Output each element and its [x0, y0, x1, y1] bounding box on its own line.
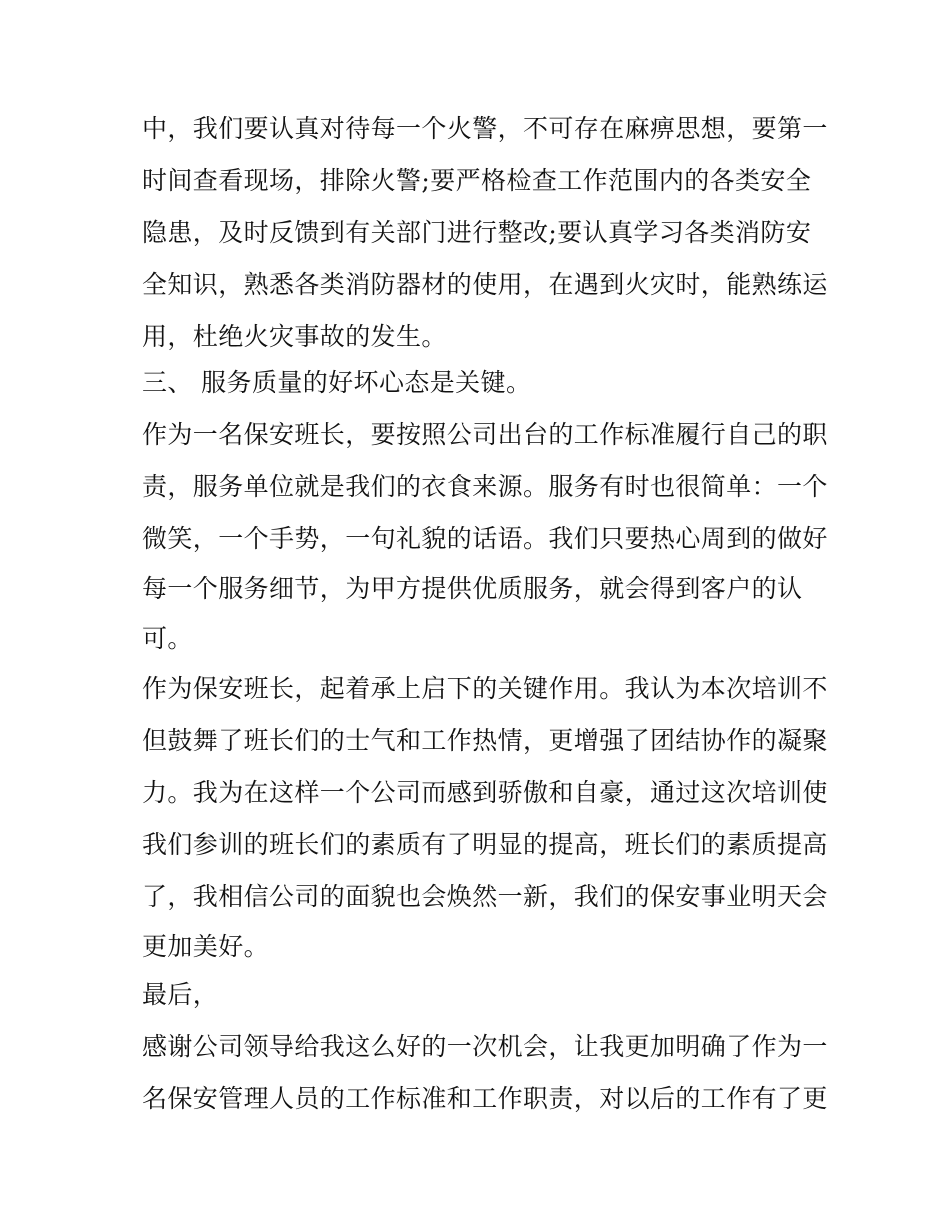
- text-line: 感谢公司领导给我这么好的一次机会，让我更加明确了作为一: [142, 1032, 828, 1061]
- text-line: 更加美好。: [142, 932, 270, 961]
- text-line: 最后，: [142, 980, 219, 1009]
- text-line: 了，我相信公司的面貌也会焕然一新，我们的保安事业明天会: [142, 882, 828, 911]
- text-line: 名保安管理人员的工作标准和工作职责，对以后的工作有了更: [142, 1084, 828, 1113]
- text-line: 但鼓舞了班长们的士气和工作热情，更增强了团结协作的凝聚: [142, 726, 828, 755]
- text-line: 作为一名保安班长，要按照公司出台的工作标准履行自己的职: [142, 420, 828, 449]
- text-line: 每一个服务细节，为甲方提供优质服务，就会得到客户的认: [142, 574, 803, 603]
- text-line: 用，杜绝火灾事故的发生。: [142, 322, 447, 351]
- text-line: 我们参训的班长们的素质有了明显的提高，班长们的素质提高: [142, 830, 828, 859]
- text-line: 全知识，熟悉各类消防器材的使用，在遇到火灾时，能熟练运: [142, 270, 828, 299]
- section-heading: 三、 服务质量的好坏心态是关键。: [142, 368, 532, 397]
- text-line: 可。: [142, 624, 193, 653]
- text-line: 时间查看现场，排除火警;要严格检查工作范围内的各类安全: [142, 166, 812, 195]
- text-line: 微笑，一个手势，一句礼貌的话语。我们只要热心周到的做好: [142, 524, 828, 553]
- text-line: 作为保安班长，起着承上启下的关键作用。我认为本次培训不: [142, 674, 828, 703]
- text-line: 责，服务单位就是我们的衣食来源。服务有时也很简单：一个: [142, 472, 828, 501]
- text-line: 隐患，及时反馈到有关部门进行整改;要认真学习各类消防安: [142, 218, 812, 247]
- text-line: 力。我为在这样一个公司而感到骄傲和自豪，通过这次培训使: [142, 778, 828, 807]
- text-line: 中，我们要认真对待每一个火警，不可存在麻痹思想，要第一: [142, 114, 828, 143]
